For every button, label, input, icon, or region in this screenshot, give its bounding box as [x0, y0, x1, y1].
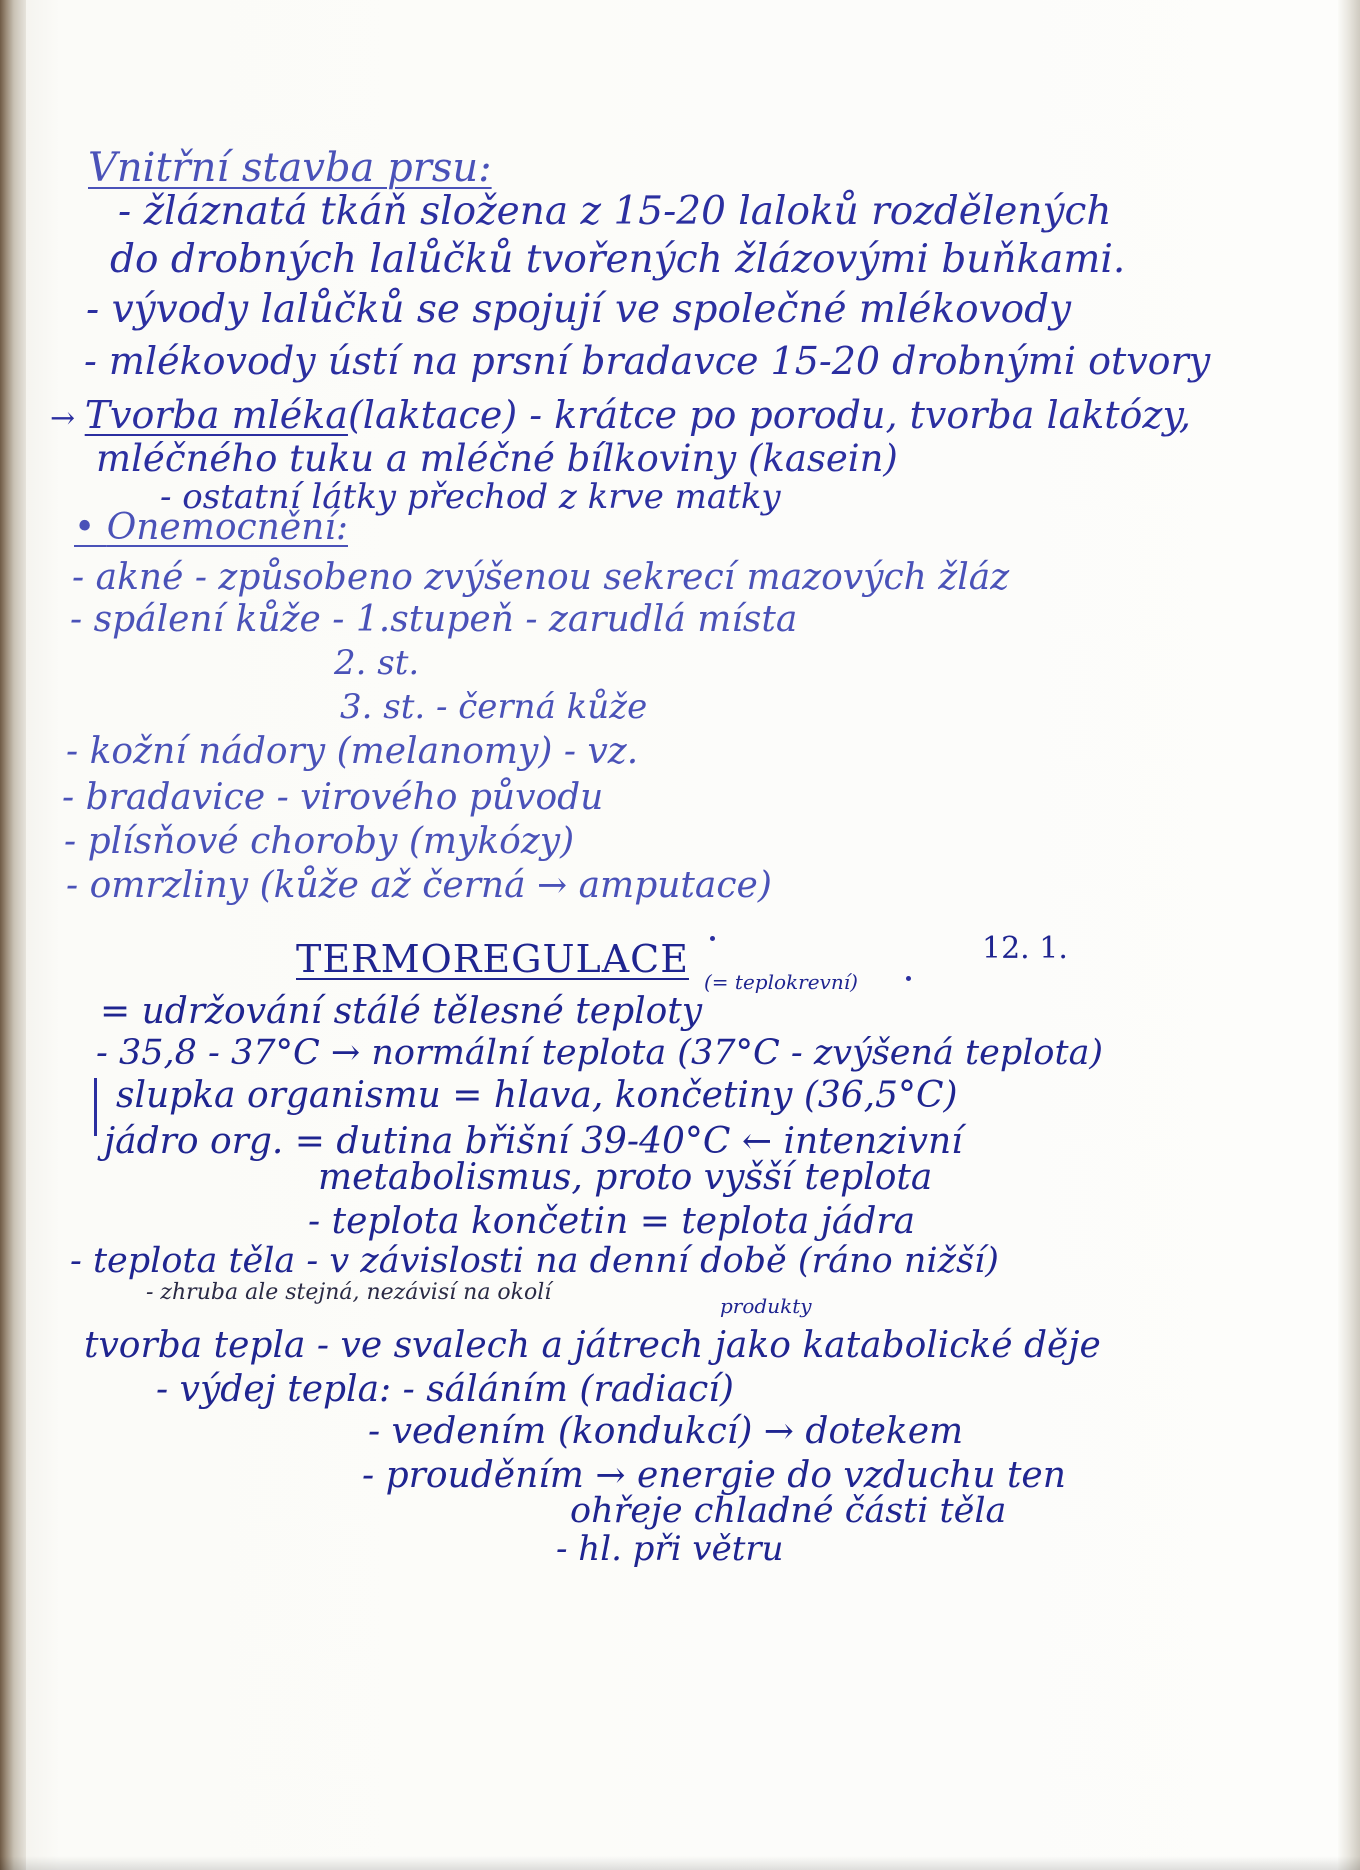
note-date: 12. 1.: [982, 931, 1068, 966]
note-side-remark: - zhruba ale stejná, nezávisí na okolí: [146, 1280, 552, 1305]
note-line: - 35,8 - 37°C → normální teplota (37°C - zvýšená teplota): [96, 1033, 1104, 1073]
note-line: - kožní nádory (melanomy) - vz.: [66, 731, 639, 772]
note-line: tvorba tepla - ve svalech a játrech jako katabolické děje: [84, 1325, 1101, 1366]
note-line: - spálení kůže - 1.stupeň - zarudlá místa: [70, 599, 798, 640]
note-line: - hl. při větru: [556, 1529, 784, 1569]
note-line: 2. st.: [334, 643, 420, 683]
note-line: do drobných lalůčků tvořených žlázovými buňkami.: [110, 237, 1126, 282]
note-line: jádro org. = dutina břišní 39-40°C ← intenzivní: [104, 1121, 963, 1162]
bullet-dot: •: [74, 507, 107, 548]
note-line: - ostatní látky přechod z krve matky: [160, 477, 781, 517]
section-heading-thermoregulation: TERMOREGULACE: [296, 937, 689, 981]
lactation-heading: Tvorba mléka: [84, 393, 348, 437]
note-line: - akné - způsobeno zvýšenou sekrecí mazových žláz: [72, 557, 1010, 598]
note-line: - mlékovody ústí na prsní bradavce 15-20 drobnými otvory: [84, 339, 1211, 383]
note-line: - teplota končetin = teplota jádra: [308, 1201, 916, 1242]
note-line: - výdej tepla: - sáláním (radiací): [156, 1369, 734, 1410]
note-line-lactation: [50, 393, 1191, 437]
note-annotation: (= teplokrevní): [704, 970, 858, 994]
note-line: = udržování stálé tělesné teploty: [100, 991, 703, 1032]
note-line: mléčného tuku a mléčné bílkoviny (kasein): [96, 437, 898, 480]
section-title-breast-structure: Vnitřní stavba prsu:: [88, 145, 492, 191]
note-line: metabolismus, proto vyšší teplota: [318, 1157, 933, 1198]
ink-spot: [906, 976, 911, 981]
note-line: - žláznatá tkáň složena z 15-20 laloků rozdělených: [118, 189, 1112, 234]
note-annotation: produkty: [720, 1294, 812, 1318]
note-line: - vývody lalůčků se spojují ve společné mlékovody: [86, 287, 1072, 332]
ink-spot: [710, 936, 715, 941]
note-line: slupka organismu = hlava, končetiny (36,5°C): [116, 1075, 958, 1116]
section-title-diseases: [74, 507, 348, 548]
note-line: - prouděním → energie do vzduchu ten: [362, 1455, 1066, 1496]
page-shadow: [0, 1856, 1360, 1870]
note-line: - plísňové choroby (mykózy): [64, 821, 575, 862]
arrow-icon: →: [50, 401, 85, 436]
note-line: ohřeje chladné části těla: [570, 1491, 1007, 1531]
note-line: 3. st. - černá kůže: [340, 687, 648, 727]
note-line: - omrzliny (kůže až černá → amputace): [66, 865, 772, 906]
note-line: - bradavice - virového původu: [62, 777, 604, 818]
bracket-mark: [94, 1078, 97, 1136]
diseases-title: Onemocnění:: [106, 507, 348, 548]
lactation-text: (laktace) - krátce po porodu, tvorba laktózy,: [347, 393, 1191, 437]
notebook-spine: [0, 0, 26, 1870]
note-line: - teplota těla - v závislosti na denní době (ráno nižší): [70, 1241, 999, 1281]
note-line: - vedením (kondukcí) → dotekem: [368, 1411, 964, 1452]
page-edge: [1338, 0, 1360, 1870]
